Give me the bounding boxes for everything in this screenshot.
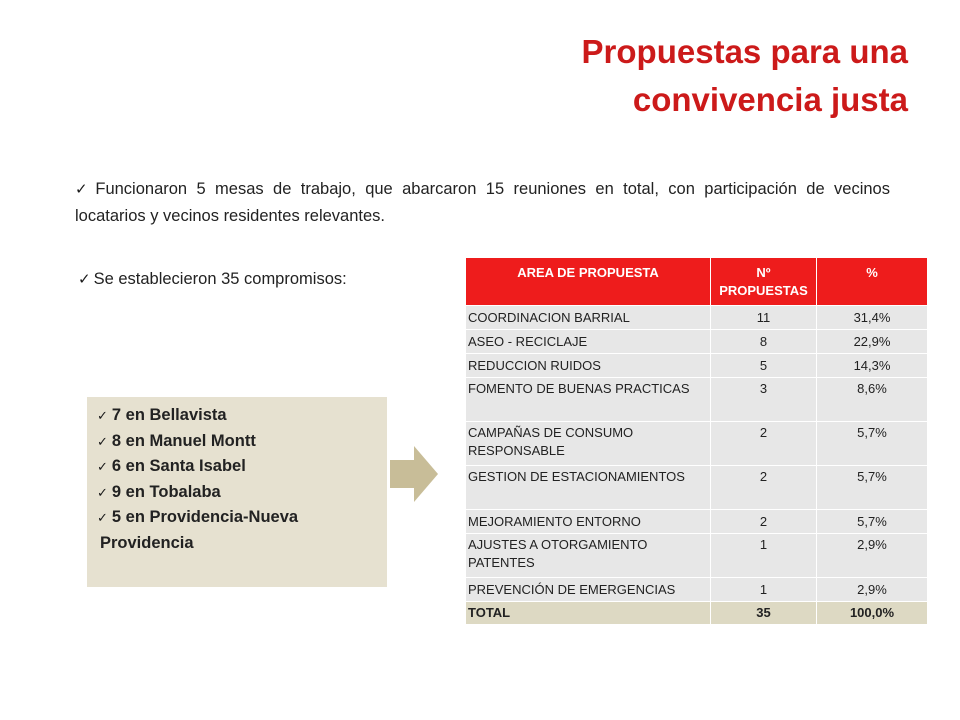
list-item: ✓ 9 en Tobalaba — [97, 482, 221, 501]
cell-area: CAMPAÑAS DE CONSUMO RESPONSABLE — [466, 422, 711, 466]
cell-area: REDUCCION RUIDOS — [466, 354, 711, 378]
cell-pct: 5,7% — [817, 466, 928, 510]
cell-pct: 8,6% — [817, 378, 928, 422]
header-pct: % — [817, 258, 928, 306]
cell-area: FOMENTO DE BUENAS PRACTICAS — [466, 378, 711, 422]
cell-area: AJUSTES A OTORGAMIENTO PATENTES — [466, 534, 711, 578]
intro-text: Funcionaron 5 mesas de trabajo, que abarcaron 15 reuniones en total, con participación de vecinos locatarios y vecinos residentes relevantes. — [75, 180, 890, 225]
list-item: ✓ 5 en Providencia-Nueva — [97, 508, 299, 526]
cell-pct: 5,7% — [817, 422, 928, 466]
cell-pct: 22,9% — [817, 330, 928, 354]
checkmark-icon: ✓ — [97, 510, 108, 525]
checkmark-icon: ✓ — [78, 271, 91, 288]
list-item-continuation: Providencia — [100, 533, 194, 552]
checkmark-icon: ✓ — [75, 181, 93, 198]
list-item: ✓ 8 en Manuel Montt — [97, 431, 256, 450]
table-row — [466, 466, 928, 510]
cell-area: GESTION DE ESTACIONAMIENTOS — [466, 466, 711, 510]
table-row — [466, 354, 928, 378]
title-line-2: convivencia justa — [632, 81, 908, 118]
checkmark-icon: ✓ — [97, 484, 108, 500]
cell-pct: 2,9% — [817, 578, 928, 602]
table-row — [466, 510, 928, 534]
cell-num: 2 — [711, 422, 817, 466]
right-arrow-icon — [390, 446, 438, 502]
cell-pct: 2,9% — [817, 534, 928, 578]
table-row — [466, 422, 928, 466]
list-item: ✓ 7 en Bellavista — [97, 406, 227, 424]
cell-total-pct: 100,0% — [817, 602, 928, 625]
commitments-box — [87, 397, 387, 587]
commitments-list — [97, 403, 298, 556]
intro-paragraph — [75, 176, 890, 229]
table-header-row — [466, 258, 928, 306]
cell-num: 2 — [711, 466, 817, 510]
compromisos-line — [78, 270, 347, 289]
cell-num: 2 — [711, 510, 817, 534]
cell-area: ASEO - RECICLAJE — [466, 330, 711, 354]
checkmark-icon: ✓ — [97, 433, 108, 449]
cell-num: 8 — [711, 330, 817, 354]
cell-area: COORDINACION BARRIAL — [466, 306, 711, 330]
cell-area: PREVENCIÓN DE EMERGENCIAS — [466, 578, 711, 602]
list-item: ✓ 6 en Santa Isabel — [97, 457, 246, 475]
table-row — [466, 330, 928, 354]
compromisos-text: Se establecieron 35 compromisos: — [93, 270, 347, 288]
cell-pct: 14,3% — [817, 354, 928, 378]
proposals-table — [465, 257, 928, 625]
header-area: AREA DE PROPUESTA — [466, 258, 711, 306]
title-line-1: Propuestas para una — [581, 33, 908, 70]
cell-pct: 31,4% — [817, 306, 928, 330]
table-row — [466, 534, 928, 578]
header-num: Nº PROPUESTAS — [711, 258, 817, 306]
cell-num: 1 — [711, 534, 817, 578]
cell-num: 5 — [711, 354, 817, 378]
cell-num: 1 — [711, 578, 817, 602]
cell-pct: 5,7% — [817, 510, 928, 534]
cell-area: MEJORAMIENTO ENTORNO — [466, 510, 711, 534]
cell-num: 11 — [711, 306, 817, 330]
table-row — [466, 378, 928, 422]
checkmark-icon: ✓ — [97, 459, 108, 474]
cell-total-num: 35 — [711, 602, 817, 625]
table-total-row — [466, 602, 928, 625]
cell-num: 3 — [711, 378, 817, 422]
table-row — [466, 306, 928, 330]
table-row — [466, 578, 928, 602]
checkmark-icon: ✓ — [97, 408, 108, 423]
cell-total-label: TOTAL — [466, 602, 711, 625]
slide-title — [388, 28, 908, 124]
